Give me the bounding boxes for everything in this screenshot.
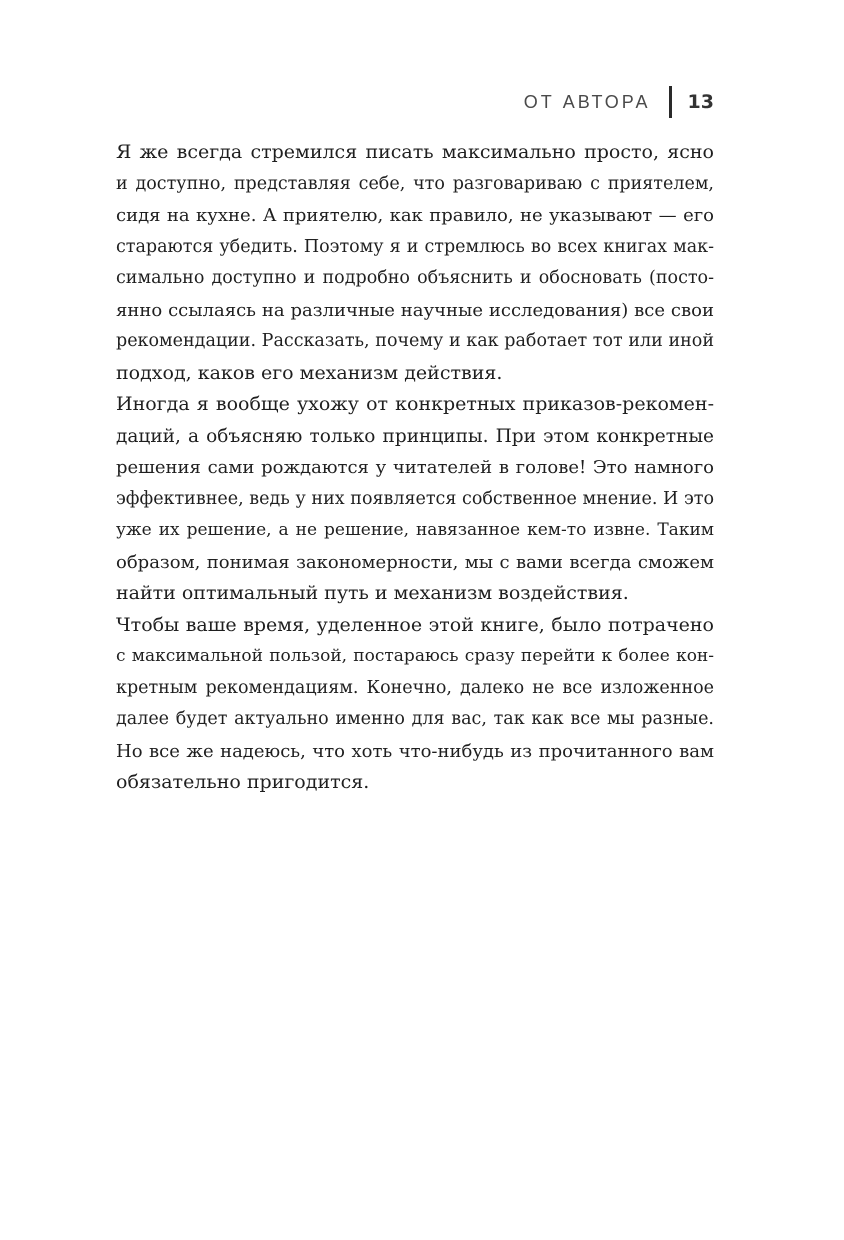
text-line: подход, каков его механизм действия.	[116, 361, 503, 384]
text-line: кретным рекомендациям. Конечно, далеко не все изложенное	[116, 677, 714, 698]
text-line: образом, понимая закономерности, мы с вами всегда сможем	[116, 551, 714, 573]
body-text	[116, 137, 714, 799]
text-line: Иногда я вообще ухожу от конкретных приказов-рекомен-	[116, 393, 714, 415]
chapter-title: ОТ АВТОРА	[523, 91, 651, 112]
text-line: уже их решение, а не решение, навязанное кем-то извне. Таким	[116, 520, 714, 540]
text-line: рекомендации. Рассказать, почему и как работает тот или иной	[116, 331, 714, 351]
text-line: янно ссылаясь на различные научные исследования) все свои	[116, 299, 714, 321]
text-line: эффективнее, ведь у них появляется собственное мнение. И это	[116, 488, 714, 509]
text-line: и доступно, представляя себе, что разговариваю с приятелем,	[116, 173, 714, 194]
text-line: даций, а объясняю только принципы. При этом конкретные	[116, 425, 714, 447]
text-line: Чтобы ваше время, уделенное этой книге, было потрачено	[116, 613, 714, 636]
text-line: решения сами рождаются у читателей в голове! Это намного	[116, 457, 714, 478]
text-line: Я же всегда стремился писать максимально просто, ясно	[116, 141, 714, 163]
paragraph-2	[116, 389, 714, 610]
text-line: сидя на кухне. А приятелю, как правило, не указывают — его	[116, 205, 714, 226]
text-line: найти оптимальный путь и механизм воздействия.	[116, 582, 629, 604]
text-line: симально доступно и подробно объяснить и обосновать (посто-	[116, 268, 714, 288]
text-line: обязательно пригодится.	[116, 771, 370, 793]
page-number: 13	[687, 91, 714, 113]
text-line: далее будет актуально именно для вас, так как все мы разные.	[116, 709, 714, 729]
text-line: с максимальной пользой, постараюсь сразу перейти к более кон-	[116, 646, 714, 666]
text-line: Но все же надеюсь, что хоть что-нибудь из прочитанного вам	[116, 740, 714, 762]
running-header	[524, 86, 714, 118]
text-line: стараются убедить. Поэтому я и стремлюсь во всех книгах мак-	[116, 236, 714, 257]
paragraph-1	[116, 137, 714, 389]
paragraph-3	[116, 610, 714, 799]
header-divider	[669, 86, 672, 118]
